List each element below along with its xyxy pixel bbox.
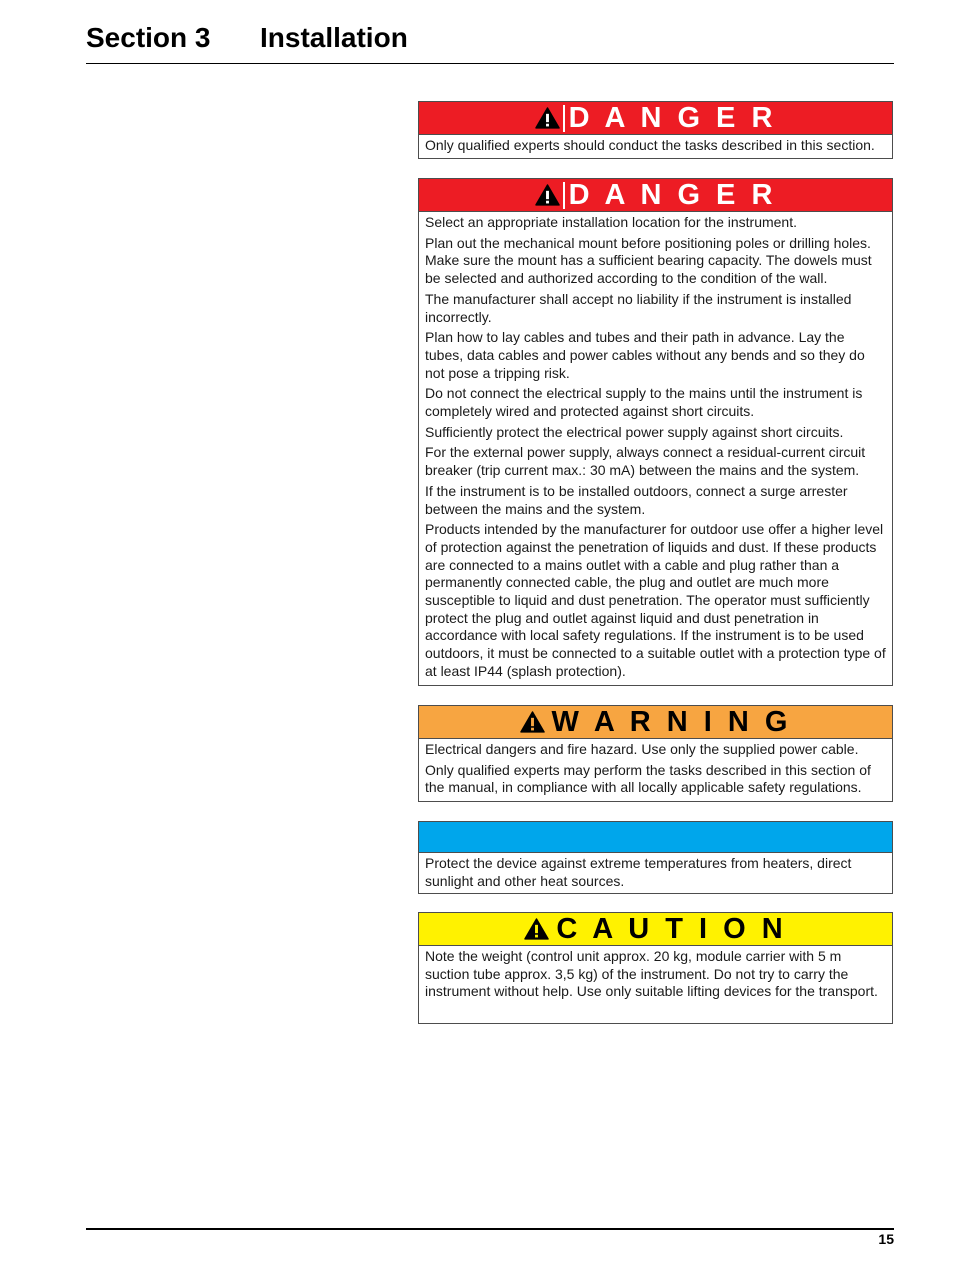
notice-paragraph: Do not connect the electrical supply to the mains until the instrument is completely wired and protected against short circuits. [425, 385, 863, 420]
notice-paragraph: Plan out the mechanical mount before positioning poles or drilling holes. Make sure the mount has a sufficient bearing capacity. The dowels must be selected and authorized according to the condition of the wall. [425, 234, 872, 287]
danger-header [419, 102, 892, 135]
notice-paragraph: Note the weight (control unit approx. 20 kg, module carrier with 5 m suction tube approx. 3,5 kg) of the instrument. Do not try to carry the instrument without help. Use only suitable lifting devices for the transport. [425, 948, 878, 1000]
footer-rule [86, 1228, 894, 1230]
notice-paragraph: Only qualified experts should conduct the tasks described in this section. [425, 137, 875, 153]
warning-triangle-icon [524, 918, 549, 940]
warning-triangle-icon [520, 711, 545, 733]
notice-paragraph: For the external power supply, always connect a residual-current circuit breaker (trip current max.: 30 mA) between the mains and the system. [425, 444, 866, 479]
notice-paragraph: Sufficiently protect the electrical power supply against short circuits. [425, 423, 844, 440]
notice-header [419, 822, 892, 853]
signal-word: C A U T I O N [556, 912, 787, 945]
danger-notice [418, 101, 893, 159]
warning-header [419, 706, 892, 739]
notice-notice [418, 821, 893, 894]
warning-triangle-icon [535, 184, 560, 206]
page-header [86, 20, 894, 64]
section-number: Section 3 [86, 22, 211, 53]
warning-triangle-icon [535, 107, 560, 129]
caution-notice [418, 912, 893, 1024]
section-title: Installation [260, 22, 408, 53]
notice-paragraph: Select an appropriate installation location for the instrument. [425, 214, 797, 230]
danger-header [419, 179, 892, 212]
notice-paragraph: If the instrument is to be installed outdoors, connect a surge arrester between the mains and the system. [425, 482, 848, 517]
notice-body [419, 212, 892, 685]
notice-paragraph: The manufacturer shall accept no liability if the instrument is installed incorrectly. [425, 290, 852, 325]
notice-body [419, 946, 892, 1005]
signal-word: D A N G E R [568, 178, 777, 211]
caution-header [419, 913, 892, 946]
page-number: 15 [878, 1231, 894, 1247]
notice-body [419, 853, 892, 894]
signal-word: D A N G E R [568, 101, 777, 134]
notice-paragraph: Electrical dangers and fire hazard. Use only the supplied power cable. [425, 741, 859, 757]
danger-notice [418, 178, 893, 686]
notice-body [419, 739, 892, 801]
signal-word: W A R N I N G [551, 705, 792, 738]
notice-paragraph: Products intended by the manufacturer for outdoor use offer a higher level of protection against the penetration of liquids and dust. If these products are connected to a mains outlet with a cable and plug rather than a permanently connected cable, the plug and outlet are much more susceptible to liquid and dust penetration. The operator must sufficiently protect the plug and outlet against liquid and dust penetration in accordance with local safety regulations. If the instrument is to be used outdoors, it must be connected to a suitable outlet with a protection type of at least IP44 (splash protection). [425, 521, 886, 679]
warning-notice [418, 705, 893, 802]
notice-body [419, 135, 892, 159]
notice-paragraph: Protect the device against extreme temperatures from heaters, direct sunlight and other heat sources. [425, 855, 852, 889]
notice-paragraph: Plan how to lay cables and tubes and their path in advance. Lay the tubes, data cables and power cables without any bends and so they do not pose a tripping risk. [425, 329, 865, 381]
notice-paragraph: Only qualified experts may perform the tasks described in this section of the manual, in compliance with all locally applicable safety regulations. [425, 761, 871, 796]
